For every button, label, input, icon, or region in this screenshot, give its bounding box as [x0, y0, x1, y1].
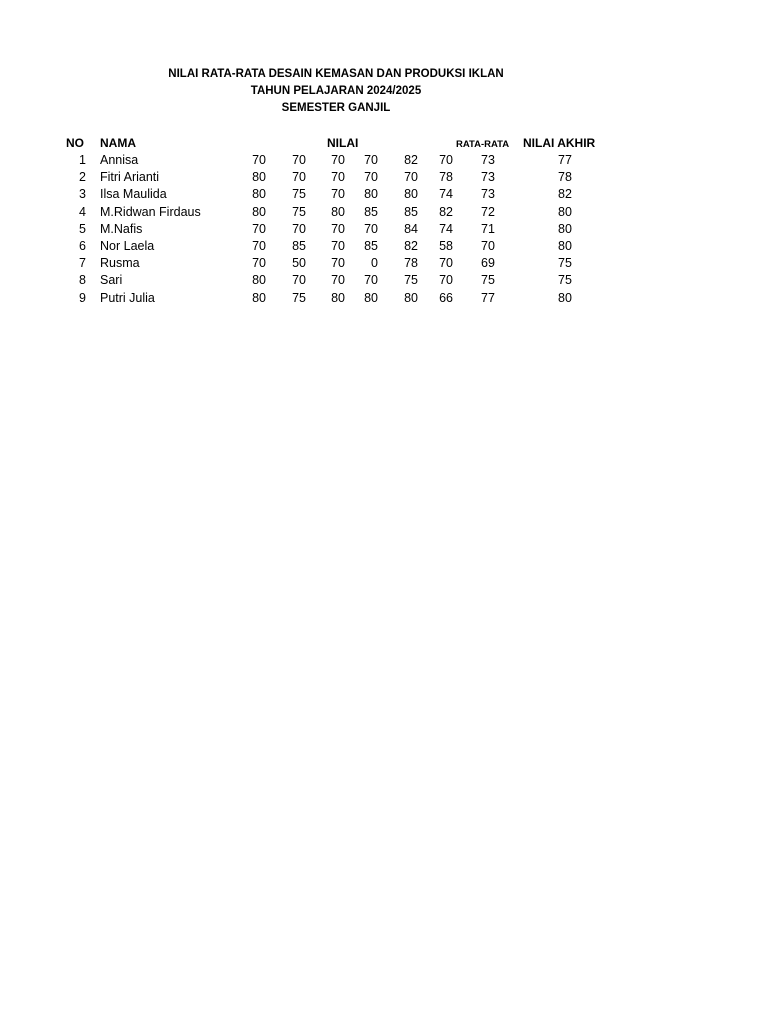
row-nama: Fitri Arianti [100, 170, 160, 185]
row-nilai-akhir: 77 [558, 153, 572, 167]
row-nilai-4: 85 [364, 239, 378, 253]
row-nilai-3: 70 [331, 170, 345, 185]
row-nilai-2: 85 [292, 239, 306, 253]
row-nilai-akhir: 75 [558, 273, 572, 288]
row-nilai-1: 80 [252, 204, 266, 219]
row-nilai-akhir: 75 [558, 256, 572, 271]
row-no: 2 [79, 170, 86, 185]
row-nama: Sari [100, 273, 123, 288]
row-nilai-akhir: 80 [558, 290, 572, 305]
row-nilai-6: 74 [439, 221, 453, 236]
row-nilai-2: 70 [292, 153, 306, 167]
row-nilai-2: 75 [292, 187, 306, 202]
row-nilai-2: 70 [292, 273, 306, 288]
row-nilai-5: 70 [404, 170, 418, 185]
row-nilai-4: 0 [371, 256, 378, 271]
row-nilai-5: 80 [404, 290, 418, 305]
title-line-2: TAHUN PELAJARAN 2024/2025 [250, 85, 422, 97]
row-nilai-akhir: 80 [558, 239, 572, 253]
row-nilai-1: 80 [252, 187, 266, 202]
row-nilai-6: 70 [439, 256, 453, 271]
row-no: 7 [79, 256, 86, 271]
row-nilai-3: 70 [331, 153, 345, 167]
title-line-3: SEMESTER GANJIL [281, 102, 391, 114]
row-nilai-4: 80 [364, 187, 378, 202]
row-nilai-4: 70 [364, 153, 378, 167]
row-nilai-3: 80 [331, 204, 345, 219]
row-nilai-5: 75 [404, 273, 418, 288]
row-nilai-5: 85 [404, 204, 418, 219]
row-nilai-2: 70 [292, 170, 306, 185]
row-nilai-1: 70 [252, 153, 266, 167]
row-nilai-6: 74 [439, 187, 453, 202]
row-nama: Ilsa Maulida [100, 187, 167, 202]
header-no: NO [66, 136, 84, 150]
row-rata-rata: 73 [481, 153, 495, 167]
row-rata-rata: 71 [481, 221, 495, 236]
row-no: 9 [79, 290, 86, 305]
row-rata-rata: 72 [481, 204, 495, 219]
header-nilai: NILAI [327, 136, 359, 150]
row-nilai-6: 58 [439, 239, 453, 253]
row-nilai-3: 70 [331, 187, 345, 202]
row-nama: Rusma [100, 256, 140, 271]
row-nilai-5: 82 [404, 153, 418, 167]
row-nilai-1: 70 [252, 256, 266, 271]
row-nama: M.Ridwan Firdaus [100, 204, 201, 219]
row-no: 8 [79, 273, 86, 288]
row-nama: Annisa [100, 153, 139, 167]
row-nilai-4: 70 [364, 273, 378, 288]
row-nilai-2: 70 [292, 221, 306, 236]
row-nama: Putri Julia [100, 290, 155, 305]
row-no: 4 [79, 204, 86, 219]
row-nilai-2: 75 [292, 290, 306, 305]
row-nilai-5: 80 [404, 187, 418, 202]
row-nilai-1: 80 [252, 170, 266, 185]
row-nilai-6: 78 [439, 170, 453, 185]
row-nilai-1: 80 [252, 273, 266, 288]
row-no: 5 [79, 221, 86, 236]
row-no: 3 [79, 187, 86, 202]
row-nilai-3: 80 [331, 290, 345, 305]
row-nilai-6: 82 [439, 204, 453, 219]
row-rata-rata: 70 [481, 239, 495, 253]
row-nilai-3: 70 [331, 221, 345, 236]
row-nilai-6: 66 [439, 290, 453, 305]
row-nilai-2: 50 [292, 256, 306, 271]
row-nilai-3: 70 [331, 273, 345, 288]
row-nilai-5: 84 [404, 221, 418, 236]
title-line-1: NILAI RATA-RATA DESAIN KEMASAN DAN PRODUKSI IKLAN [168, 68, 504, 80]
row-nilai-5: 82 [404, 239, 418, 253]
row-no: 6 [79, 239, 86, 253]
row-nilai-5: 78 [404, 256, 418, 271]
row-nilai-4: 70 [364, 170, 378, 185]
row-nilai-1: 70 [252, 239, 266, 253]
row-rata-rata: 73 [481, 170, 495, 185]
row-nilai-3: 70 [331, 256, 345, 271]
row-nilai-6: 70 [439, 273, 453, 288]
row-nilai-1: 80 [252, 290, 266, 305]
row-nilai-4: 80 [364, 290, 378, 305]
row-nilai-akhir: 80 [558, 221, 572, 236]
row-nama: Nor Laela [100, 239, 155, 253]
row-nilai-6: 70 [439, 153, 453, 167]
row-no: 1 [79, 153, 86, 167]
row-rata-rata: 69 [481, 256, 495, 271]
row-nilai-2: 75 [292, 204, 306, 219]
row-nilai-4: 70 [364, 221, 378, 236]
header-nilai-akhir: NILAI AKHIR [523, 136, 596, 150]
header-rata-rata: RATA-RATA [456, 139, 510, 150]
row-rata-rata: 75 [481, 273, 495, 288]
row-nilai-3: 70 [331, 239, 345, 253]
row-nilai-akhir: 80 [558, 204, 572, 219]
row-nilai-akhir: 78 [558, 170, 572, 185]
row-nilai-akhir: 82 [558, 187, 572, 202]
row-nilai-1: 70 [252, 221, 266, 236]
row-rata-rata: 73 [481, 187, 495, 202]
row-nilai-4: 85 [364, 204, 378, 219]
header-nama: NAMA [100, 136, 136, 150]
row-nama: M.Nafis [100, 221, 143, 236]
row-rata-rata: 77 [481, 290, 495, 305]
